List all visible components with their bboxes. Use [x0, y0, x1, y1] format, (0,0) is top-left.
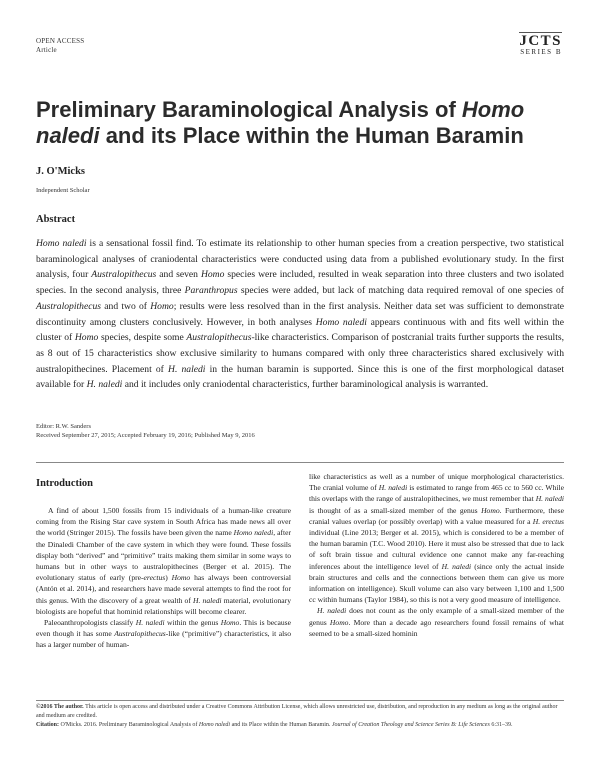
paragraph: [309, 605, 564, 639]
text-run: and two of: [101, 300, 151, 312]
italic-run: Australopithecus: [114, 629, 166, 639]
text-run: is thought of as a small-sized member of the genus: [309, 505, 482, 515]
text-run: species were added, but lack of matching data required removal of one species of: [237, 285, 564, 297]
italic-run: Homo naledi: [233, 528, 274, 538]
italic-run: Homo naledi: [315, 316, 367, 328]
text-run: ): [165, 573, 172, 583]
text-run: appears continuous with and fits well within the cluster of: [36, 316, 564, 344]
text-run: O'Micks. 2016. Preliminary Baraminological Analysis of: [59, 722, 199, 728]
italic-run: H. naledi: [317, 606, 347, 616]
editor: Editor: R.W. Sanders: [36, 423, 92, 430]
text-run: -like characteristics. Comparison of postcranial traits further supports the results, as 8 out of 15 characteristics show exclusive similarity to humans compared with only three characteristics shared exclusively with australopithecines. Placement of: [36, 332, 564, 375]
italic-run: Journal of Creation Theology and Science Series B: Life Sciences: [331, 722, 490, 728]
italic-run: H. naledi: [441, 561, 472, 571]
italic-run: Homo: [150, 300, 174, 312]
footer: [36, 703, 564, 730]
italic-run: Homo: [329, 617, 349, 627]
italic-run: Homo: [200, 269, 225, 281]
author-name: J. O'Micks: [36, 166, 85, 177]
italic-run: H. naledi: [135, 618, 165, 628]
italic-run: Paranthropus: [184, 285, 238, 297]
italic-run: Homo: [171, 573, 191, 583]
text-run: like characteristics as well as a number of unique morphological characteristics. The cranial volume of: [309, 472, 564, 493]
intro-heading: Introduction: [36, 478, 93, 489]
paragraph: [36, 505, 291, 617]
text-run: . Furthermore, these cranial values overlap (or possibly overlap) with a value measured for a: [309, 505, 564, 526]
journal-series: SERIES B: [520, 48, 562, 56]
italic-run: H. naledi: [86, 379, 123, 391]
text-run: and its Place within the Human Baramin.: [230, 722, 332, 728]
paragraph: [309, 471, 564, 605]
abstract-heading: Abstract: [36, 214, 76, 225]
text-run: (since only the actual inside brain structures and cells and the connections between them can give us more information on intelligence). Skull volume can also vary between 1,100 and 1,500 cc within humans (Taylor 1984), so this is not a very good measure of intelligence.: [309, 561, 564, 605]
italic-run: Homo: [481, 505, 500, 515]
text-run: individual (Line 2013; Berger et al. 2015), which is considered to be a member of the human baramin (T.C. Wood 2010). Here it must also be stressed that due to lack of soft brain tissue and cultural evidence one cannot make any far-reaching inferences about the intelligence level of: [309, 528, 564, 571]
divider: [36, 462, 564, 463]
citation: Citation: O'Micks. 2016. Preliminary Baraminological Analysis of Homo naledi and its Place within the Human Baramin. Journal of Creation Theology and Science Series B: Life Sciences 6:31–39.: [36, 722, 513, 728]
text-run: 6:31–39.: [489, 722, 513, 728]
italic-run: Homo naledi: [198, 722, 231, 728]
text-run: has always been controversial (Antón et al. 2014), and researchers have made several attempts to find the root for this genus. With the discovery of a great wealth of: [36, 573, 291, 605]
dates: Received September 27, 2015; Accepted February 19, 2016; Published May 9, 2016: [36, 432, 255, 439]
text-run: is a sensational fossil find. To estimate its relationship to other human species from a creation perspective, two statistical baraminological analyses of craniodental characteristics were conducted using data from a published evolutionary study. In the first analysis, four: [36, 238, 564, 281]
text-run: within the genus: [164, 618, 221, 628]
article-type: Article: [36, 45, 57, 54]
italic-run: H. erectus: [532, 516, 564, 526]
italic-run: erectus: [143, 573, 166, 583]
journal-logo: [519, 32, 562, 56]
italic-run: Australopithecus: [186, 332, 252, 344]
italic-run: H. naledi: [193, 595, 222, 605]
open-access-text: OPEN ACCESS: [36, 37, 85, 45]
paper-title: Preliminary Baraminological Analysis of Homo naledi and its Place within the Human Baramin: [36, 97, 525, 148]
abstract-text: [36, 236, 564, 393]
italic-run: H. naledi: [378, 483, 408, 493]
text-run: and it includes only craniodental characteristics, further baraminological analysis is warranted.: [122, 379, 489, 391]
open-access-label: [36, 37, 84, 54]
text-run: A find of about 1,500 fossils from 15 individuals of a human-like creature coming from the Rising Star cave system in South Africa has made news all over the world (Stringer 2015). The fossils have been given the name: [36, 506, 291, 538]
text-run: material, evolutionary biologists are hopeful that hominid relationships will become clearer.: [36, 595, 291, 616]
text-run: -like (“primitive”) characteristics, it also has a larger number of human-: [36, 629, 291, 650]
text-run: is estimated to range from 465 cc to 560 cc. While this overlaps with the range of australopithecines, we must remember that: [309, 483, 564, 504]
paragraph: [36, 617, 291, 651]
footer-divider: [36, 700, 564, 701]
italic-run: H. naledi: [535, 494, 565, 504]
left-column: [36, 505, 291, 651]
italic-run: Australopithecus: [91, 269, 157, 281]
text-run: Paleoanthropologists classify: [44, 618, 136, 628]
italic-run: Homo naledi: [36, 238, 87, 249]
text-run: . More than a decade ago researchers found fossil remains of what seemed to be a small-sized hominin: [309, 617, 564, 638]
author-affiliation: Independent Scholar: [36, 187, 90, 194]
right-column: [309, 471, 564, 639]
license-note: ©2016 The author. This article is open access and distributed under a Creative Commons Attribution License, which allows unrestricted use, distribution, and reproduction in any medium as long as the original author and medium are credited.: [36, 704, 558, 719]
italic-run: Australopithecus: [36, 300, 102, 312]
text-run: does not count as the only example of a small-sized member of the genus: [309, 606, 564, 627]
editorial-info: [36, 422, 255, 440]
text-run: species were included, resulted in weak separation into three clusters and two isolated species. In the second analysis, three: [36, 269, 564, 297]
italic-run: Homo: [74, 332, 99, 344]
text-run: species, despite some: [98, 332, 187, 344]
text-run: in the human baramin is supported. Since this is one of the first morphological dataset available for: [36, 363, 564, 391]
journal-logo-text: JCTS: [519, 33, 562, 49]
italic-run: Homo: [220, 618, 240, 628]
text-run: , after the Dinaledi Chamber of the cave system in which they were found. These fossils display both “derived” and “primitive” traits making them similar in some ways to humans but in other ways to australopithecines (Berger et al. 2015). The evolutionary status of early (pre-: [36, 528, 291, 583]
text-run: ; results were less resolved than in the first analysis. Neither data set was sufficient to demonstrate discontinuity among clusters conclusively. However, in both analyses: [36, 300, 564, 328]
text-run: and seven: [156, 269, 201, 281]
italic-run: H. naledi: [168, 363, 206, 375]
text-run: . This is because even though it has some: [36, 618, 292, 639]
